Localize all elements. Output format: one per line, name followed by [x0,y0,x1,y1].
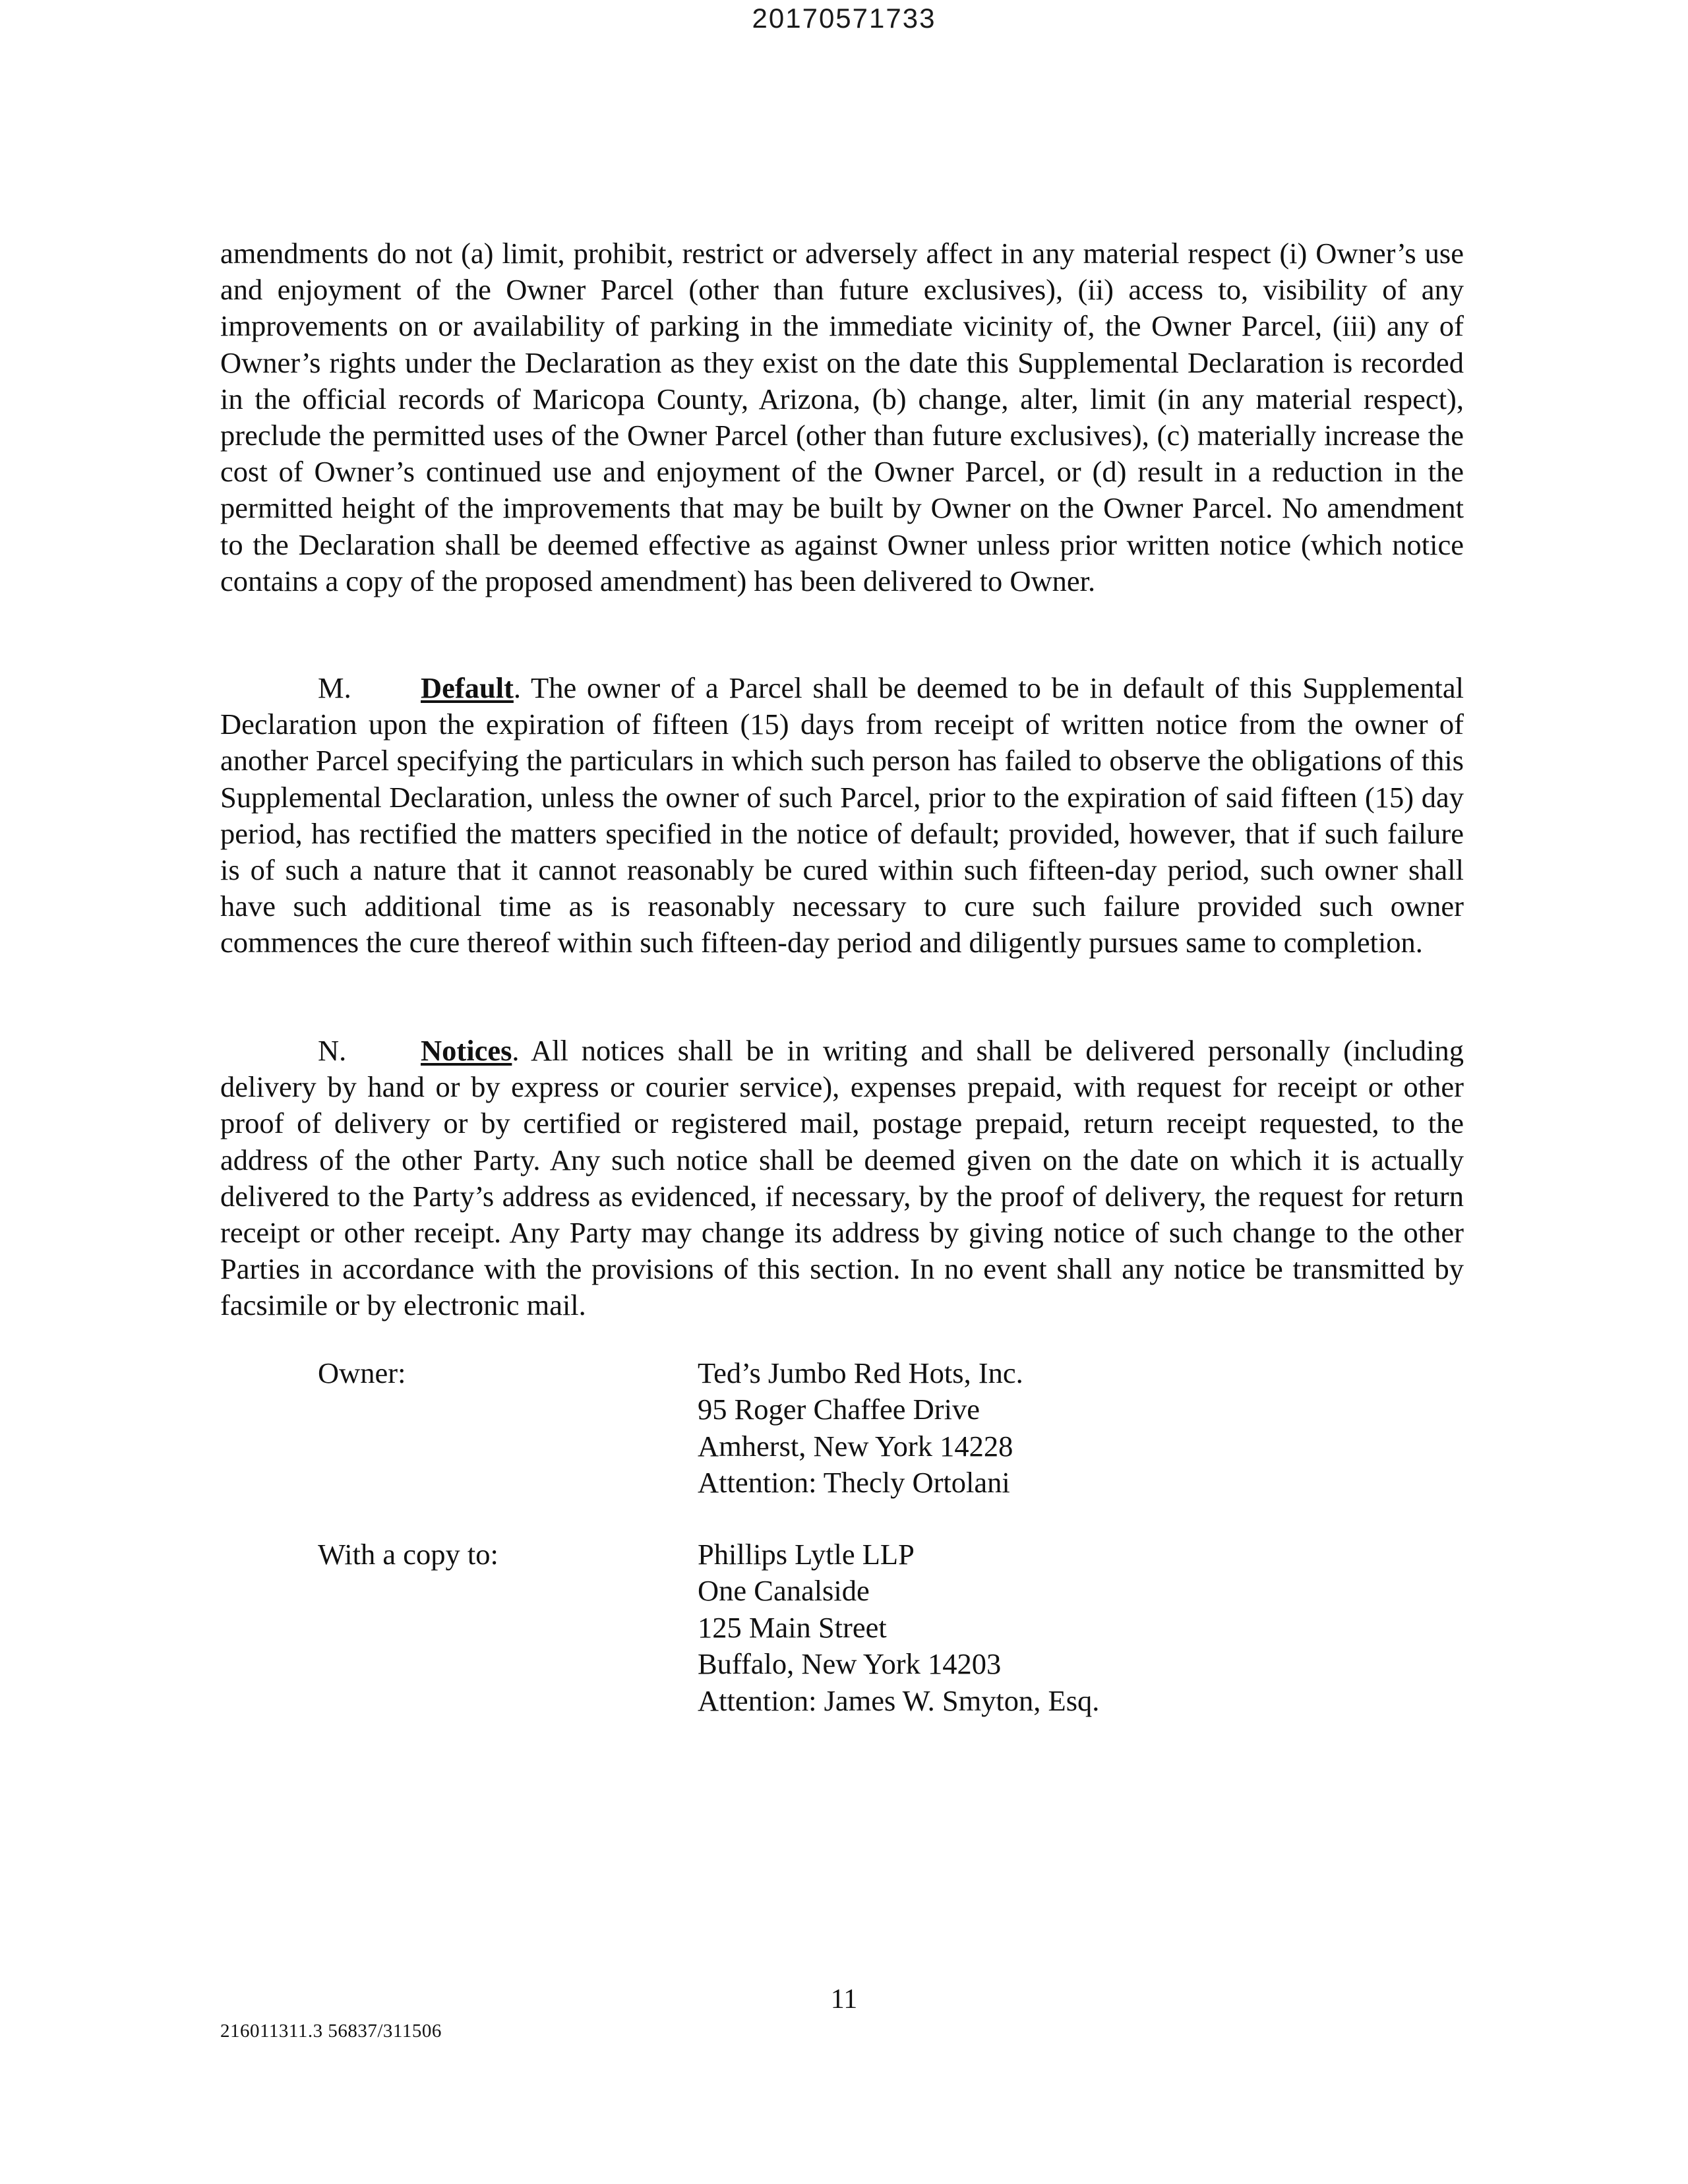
document-id: 216011311.3 56837/311506 [220,2020,442,2042]
copy-address-line: Buffalo, New York 14203 [698,1647,1002,1681]
owner-address-line: Attention: Thecly Ortolani [698,1466,1010,1500]
owner-label: Owner: [318,1356,406,1389]
copy-address-line: One Canalside [698,1574,870,1608]
paragraph-text: . The owner of a Parcel shall be deemed to be in default of this Supplemental Declaration upon the expiration of fifteen (15) days from receipt of written notice from the owner of another Parcel specifying the particulars in which such person has failed to observe the obligations of this Supplemental Declaration, unless the owner of such Parcel, prior to the expiration of said fifteen (15) day period, has rectified the matters specified in the notice of default; provided, however, that if such failure is of such a nature that it cannot reasonably be cured within such fifteen-day period, such owner shall have such additional time as is reasonably necessary to cure such failure provided such owner commences the cure thereof within such fifteen-day period and diligently pursues same to completion. [220,671,1464,959]
paragraph-text: . All notices shall be in writing and shall be delivered personally (including delivery by hand or by express or courier service), expenses prepaid, with request for receipt or other proof of delivery or by certified or registered mail, postage prepaid, return receipt requested, to the address of the other Party. Any such notice shall be deemed given on the date on which it is actually delivered to the Party’s address as evidenced, if necessary, by the proof of delivery, the request for return receipt or other receipt. Any Party may change its address by giving notice of such change to the other Parties in accordance with the provisions of this section. In no event shall any notice be transmitted by facsimile or by electronic mail. [220,1034,1464,1322]
owner-address-line: Ted’s Jumbo Red Hots, Inc. [698,1356,1023,1389]
section-label-n: N. [318,1034,347,1067]
copy-address [698,1536,1099,1719]
owner-address-line: 95 Roger Chaffee Drive [698,1393,980,1426]
paragraph-text: amendments do not (a) limit, prohibit, restrict or adversely affect in any material respect (i) Owner’s use and enjoyment of the Owner Parcel (other than future exclusives), (ii) access to, visibility of any improvements on or availability of parking in the immediate vicinity of, the Owner Parcel, (iii) any of Owner’s rights under the Declaration as they exist on the date this Supplemental Declaration is recorded in the official records of Maricopa County, Arizona, (b) change, alter, limit (in any material respect), preclude the permitted uses of the Owner Parcel (other than future exclusives), (c) materially increase the cost of Owner’s continued use and enjoyment of the Owner Parcel, or (d) result in a reduction in the permitted height of the improvements that may be built by Owner on the Owner Parcel. No amendment to the Declaration shall be deemed effective as against Owner unless prior written notice (which notice contains a copy of the proposed amendment) has been delivered to Owner. [220,237,1464,597]
notices-section-paragraph [220,1033,1464,1324]
page-number: 11 [830,1984,858,2015]
copy-label: With a copy to: [318,1538,498,1571]
copy-address-line: Phillips Lytle LLP [698,1538,915,1571]
default-section-paragraph [220,670,1464,961]
owner-address [698,1355,1023,1502]
amendment-continuation-paragraph [220,235,1464,599]
recording-number: 20170571733 [752,3,936,34]
section-label-m: M. [318,671,351,704]
section-heading-default: Default [421,671,514,704]
copy-address-line: Attention: James W. Smyton, Esq. [698,1684,1100,1717]
copy-address-line: 125 Main Street [698,1610,887,1644]
owner-address-line: Amherst, New York 14228 [698,1429,1013,1463]
section-heading-notices: Notices [421,1034,512,1067]
